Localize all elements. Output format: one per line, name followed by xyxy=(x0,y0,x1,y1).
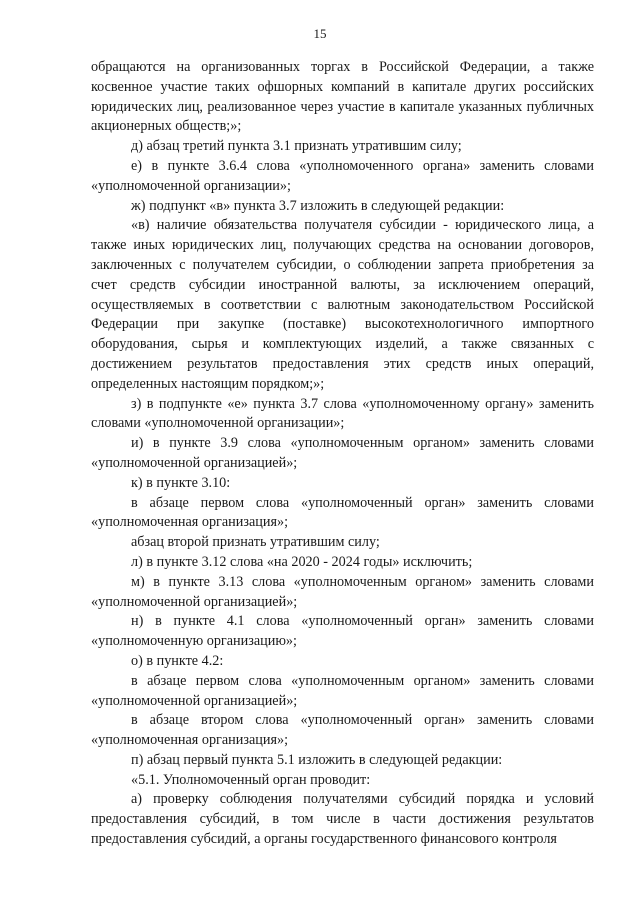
paragraph-19: а) проверку соблюдения получателями субсидий порядка и условий предоставления субсидий, в том числе в части достижения результатов предоставления субсидий, а органы государственного финансового контроля xyxy=(91,791,594,848)
paragraph-5: «в) наличие обязательства получателя субсидии - юридического лица, а также иных юридических лиц, получающих средства на основании договоров, заключенных с получателем субсидии, о соблюдении запрета приобретения за счет средств субсидии иностранной валюты, за исключением операций, осуществляемых в соответствии с валютным законодательством Российской Федерации при закупке (поставке) высокотехнологичного импортного оборудования, сырья и комплектующих изделий, а также связанных с достижением результатов предоставления этих средств иных операций, определенных настоящим порядком;»; xyxy=(91,217,594,392)
paragraph-1: обращаются на организованных торгах в Российской Федерации, а также косвенное участие таких офшорных компаний в капитале других российских юридических лиц, реализованное через участие в капитале указанных публичных акционерных обществ;»; xyxy=(91,59,594,135)
paragraph-12: м) в пункте 3.13 слова «уполномоченным органом» заменить словами «уполномоченной организацией»; xyxy=(91,573,594,610)
paragraph-9: в абзаце первом слова «уполномоченный орган» заменить словами «уполномоченная организация»; xyxy=(91,494,594,531)
paragraph-2: д) абзац третий пункта 3.1 признать утратившим силу; xyxy=(131,138,462,155)
paragraph-6: з) в подпункте «е» пункта 3.7 слова «уполномоченному органу» заменить словами «уполномоченной организации»; xyxy=(91,395,594,432)
paragraph-18: «5.1. Уполномоченный орган проводит: xyxy=(131,771,371,788)
paragraph-10: абзац второй признать утратившим силу; xyxy=(131,534,380,551)
paragraph-13: н) в пункте 4.1 слова «уполномоченный орган» заменить словами «уполномоченную организацию»; xyxy=(91,613,594,650)
paragraph-15: в абзаце первом слова «уполномоченным органом» заменить словами «уполномоченной организацией»; xyxy=(91,672,594,709)
paragraph-4: ж) подпункт «в» пункта 3.7 изложить в следующей редакции: xyxy=(131,197,505,214)
paragraph-17: п) абзац первый пункта 5.1 изложить в следующей редакции: xyxy=(131,751,503,768)
page-number: 15 xyxy=(313,26,327,41)
paragraph-7: и) в пункте 3.9 слова «уполномоченным органом» заменить словами «уполномоченной организацией»; xyxy=(91,435,594,471)
paragraph-14: о) в пункте 4.2: xyxy=(131,652,224,669)
paragraph-8: к) в пункте 3.10: xyxy=(131,474,231,491)
paragraph-11: л) в пункте 3.12 слова «на 2020 - 2024 годы» исключить; xyxy=(131,553,473,570)
document-body xyxy=(91,58,594,850)
paragraph-3: е) в пункте 3.6.4 слова «уполномоченного органа» заменить словами «уполномоченной организации»; xyxy=(91,157,594,194)
paragraph-16: в абзаце втором слова «уполномоченный орган» заменить словами «уполномоченная организация»; xyxy=(91,712,594,749)
